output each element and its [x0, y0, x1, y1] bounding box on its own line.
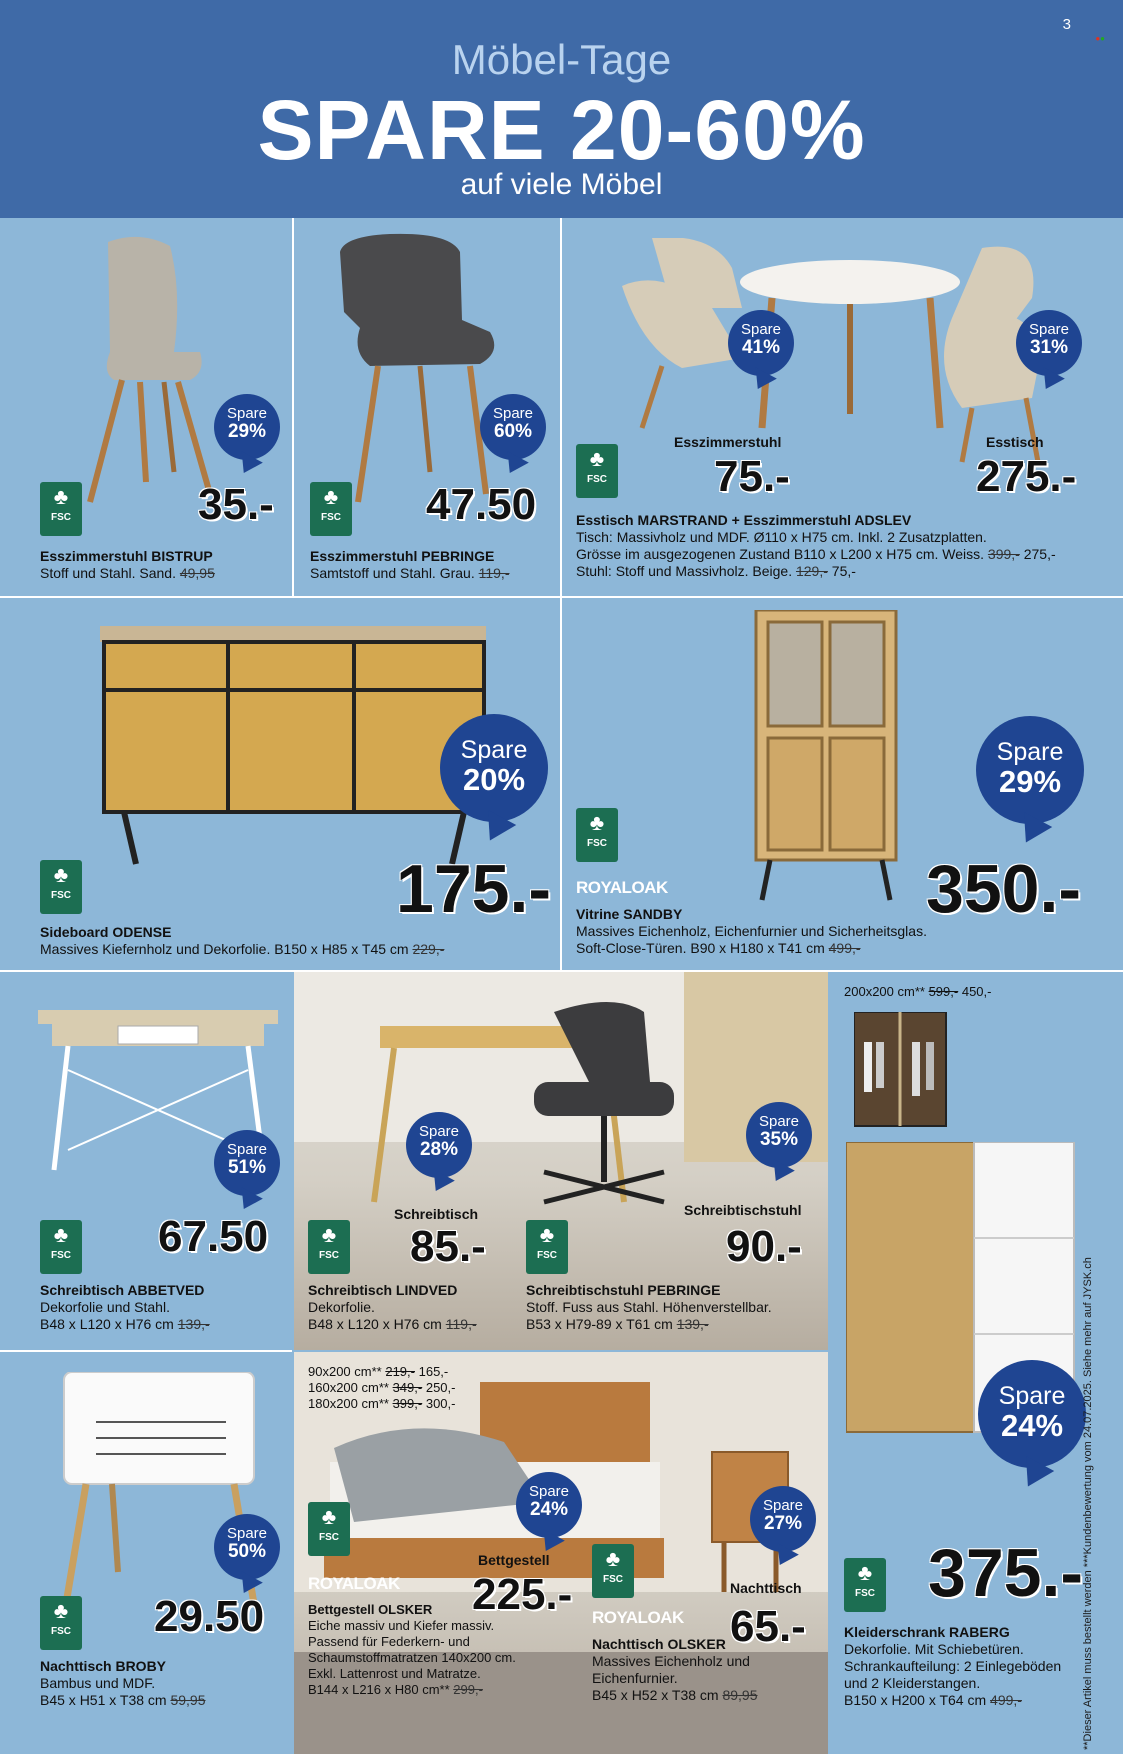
old-price: 119,- [478, 565, 510, 581]
save-badge-chair: Spare 35% [746, 1102, 812, 1168]
product-description: Esszimmerstuhl PEBRINGE Samtstoff und Stahl. Grau. 119,- [310, 548, 510, 581]
fsc-logo-icon: ♣ FSC [844, 1558, 886, 1612]
wardrobe-interior-image [854, 1012, 950, 1132]
fsc-logo-icon: ♣ FSC [40, 860, 82, 914]
old-price: 599,- [928, 984, 959, 999]
price: 35.- [198, 480, 274, 529]
old-price: 219,- [385, 1364, 415, 1379]
chair-image [330, 232, 530, 512]
fsc-logo-icon: ♣ FSC [526, 1220, 568, 1274]
price-chair: 75.- [714, 452, 790, 501]
old-price: 499,- [990, 1692, 1022, 1708]
product-sandby[interactable] [562, 598, 1123, 970]
royal-oak-logo: ROYALOAK [576, 878, 668, 897]
product-description: Nachttisch BROBY Bambus und MDF. B45 x H51 x T38 cm 59,95 [40, 1658, 206, 1708]
price: 29.50 [154, 1592, 265, 1641]
price-bed: 225.- [472, 1570, 573, 1619]
product-raberg[interactable] [830, 972, 1123, 1754]
product-odense[interactable] [0, 598, 560, 970]
old-price: 399,- [987, 546, 1020, 562]
product-marstrand[interactable] [562, 218, 1123, 596]
save-badge-desk: Spare 28% [406, 1112, 472, 1178]
old-price: 299,- [453, 1682, 483, 1697]
old-price: 349,- [392, 1380, 423, 1395]
footnote-vertical: **Dieser Artikel muss bestellt werden ***Kundenbewertung vom 24.07.2025. Siehe mehr auf JYSK.ch [1082, 1257, 1094, 1750]
header-subtitle: Möbel-Tage [451, 36, 672, 83]
product-broby[interactable] [0, 1352, 292, 1754]
product-description: Esstisch MARSTRAND + Esszimmerstuhl ADSLEV Tisch: Massivholz und MDF. Ø110 x H75 cm. Inkl. 2 Zusatzplatten. Grösse im ausgezogenen Zustand B110 x L200 x H75 cm. Weiss. 399,- 275,- Stuhl: Stoff und Massivholz. Beige. 129,- 75,- [576, 512, 1056, 579]
cabinet-image [752, 610, 902, 902]
price-nightstand: 65.- [730, 1602, 806, 1651]
save-badge: Spare 50% [214, 1514, 280, 1580]
product-description: Esszimmerstuhl BISTRUP Stoff und Stahl. Sand. 49,95 [40, 548, 215, 581]
old-price: 139,- [676, 1316, 709, 1332]
save-badge-chair: Spare 41% [728, 310, 794, 376]
caption-table: Esstisch [986, 434, 1044, 450]
product-abbetved[interactable] [0, 972, 292, 1350]
fsc-logo-icon: ♣ FSC [40, 1596, 82, 1650]
old-price: 49,95 [179, 565, 215, 581]
caption-chair: Schreibtischstuhl [684, 1202, 802, 1218]
size-list: 90x200 cm** 219,- 165,- 160x200 cm** 349,- 250,- 180x200 cm** 399,- 300,- [308, 1364, 456, 1411]
header-tagline: auf viele Möbel [460, 168, 663, 201]
fsc-logo-icon: ♣ FSC [576, 444, 618, 498]
caption-chair: Esszimmerstuhl [674, 434, 782, 450]
product-description: Vitrine SANDBY Massives Eichenholz, Eichenfurnier und Sicherheitsglas. Soft-Close-Türen. B90 x H180 x T41 cm 499,- [576, 906, 927, 956]
price-chair: 90.- [726, 1222, 802, 1271]
price-desk: 85.- [410, 1222, 486, 1271]
old-price: 59,95 [170, 1692, 206, 1708]
product-description: Sideboard ODENSE Massives Kiefernholz und Dekorfolie. B150 x H85 x T45 cm 229,- [40, 924, 445, 957]
save-badge-nightstand: Spare 27% [750, 1486, 816, 1552]
color-dots-icon: ●● [1095, 34, 1105, 43]
product-description-bed: Bettgestell OLSKER Eiche massiv und Kiefer massiv. Passend für Federkern- und Schaumstoffmatratzen 140x200 cm. Exkl. Lattenrost und Matratze. B144 x L216 x H80 cm** 299,- [308, 1602, 516, 1697]
fsc-logo-icon: ♣ FSC [310, 482, 352, 536]
sideboard-image [100, 626, 490, 866]
fsc-logo-icon: ♣ FSC [40, 1220, 82, 1274]
price: 175.- [396, 851, 551, 927]
royal-oak-logo: ROYALOAK [308, 1574, 400, 1593]
product-description-chair: Schreibtischstuhl PEBRINGE Stoff. Fuss aus Stahl. Höhenverstellbar. B53 x H79-89 x T61 cm 139,- [526, 1282, 772, 1332]
product-pebringe-chair[interactable] [294, 218, 560, 596]
old-price: 139,- [177, 1316, 210, 1332]
size-line: 200x200 cm** 599,- 450,- [844, 984, 992, 999]
chair-image [70, 232, 240, 512]
old-price: 89,95 [722, 1687, 758, 1703]
caption-desk: Schreibtisch [394, 1206, 479, 1222]
old-price: 119,- [445, 1316, 477, 1332]
save-badge-bed: Spare 24% [516, 1472, 582, 1538]
header-banner [0, 0, 1123, 218]
fsc-logo-icon: ♣ FSC [308, 1220, 350, 1274]
header-headline: SPARE 20-60% [257, 83, 866, 177]
old-price: 229,- [412, 941, 445, 957]
old-price: 499,- [828, 940, 861, 956]
product-description: Schreibtisch ABBETVED Dekorfolie und Stahl. B48 x L120 x H76 cm 139,- [40, 1282, 210, 1332]
save-badge: Spare 24% [978, 1360, 1086, 1468]
price: 350.- [926, 851, 1081, 927]
page-number: 3 [1062, 16, 1071, 33]
product-description-desk: Schreibtisch LINDVED Dekorfolie. B48 x L120 x H76 cm 119,- [308, 1282, 477, 1332]
product-description: Kleiderschrank RABERG Dekorfolie. Mit Schiebetüren. Schrankaufteilung: 2 Einlegeböden und 2 Kleiderstangen. B150 x H200 x T64 cm 499,- [844, 1624, 1062, 1708]
caption-bed: Bettgestell [478, 1552, 550, 1568]
save-badge: Spare 29% [214, 394, 280, 460]
product-office-photo [294, 972, 828, 1350]
product-bistrup[interactable] [0, 218, 292, 596]
save-badge: Spare 20% [440, 714, 548, 822]
save-badge: Spare 60% [480, 394, 546, 460]
product-bedroom-photo [294, 1352, 828, 1754]
old-price: 129,- [795, 563, 828, 579]
price: 375.- [928, 1535, 1083, 1611]
save-badge: Spare 29% [976, 716, 1084, 824]
fsc-logo-icon: ♣ FSC [592, 1544, 634, 1598]
save-badge-table: Spare 31% [1016, 310, 1082, 376]
fsc-logo-icon: ♣ FSC [40, 482, 82, 536]
caption-nightstand: Nachttisch [730, 1580, 802, 1596]
royal-oak-logo: ROYALOAK [592, 1608, 684, 1627]
product-description-nightstand: Nachttisch OLSKER Massives Eichenholz und Eichenfurnier. B45 x H52 x T38 cm 89,95 [592, 1636, 758, 1703]
price: 47.50 [426, 480, 537, 529]
fsc-logo-icon: ♣ FSC [576, 808, 618, 862]
save-badge: Spare 51% [214, 1130, 280, 1196]
fsc-logo-icon: ♣ FSC [308, 1502, 350, 1556]
price: 67.50 [158, 1212, 269, 1261]
price-table: 275.- [976, 452, 1077, 501]
old-price: 399,- [392, 1396, 423, 1411]
